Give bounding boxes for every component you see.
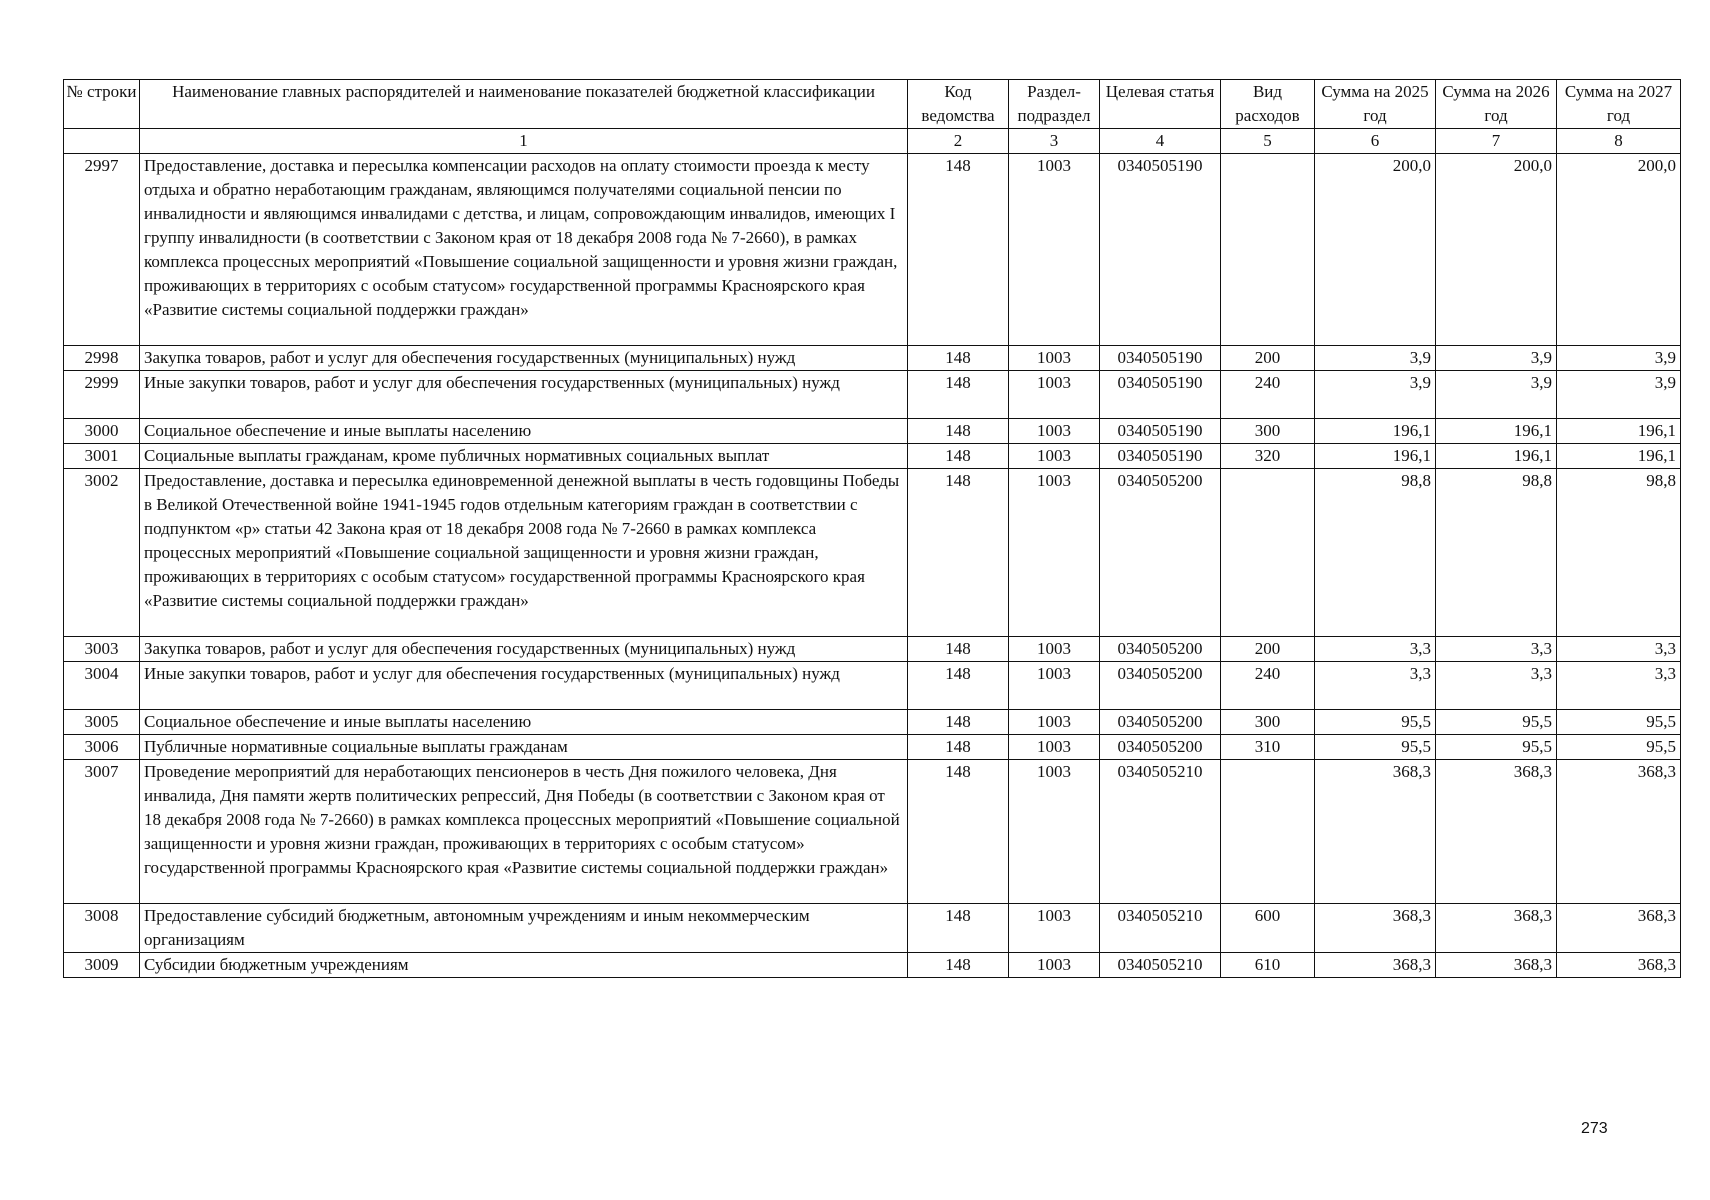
row-number: 3002 (64, 469, 140, 637)
column-number (64, 129, 140, 154)
table-row (64, 419, 1681, 444)
row-dept-code: 148 (908, 760, 1009, 904)
row-dept-code: 148 (908, 637, 1009, 662)
row-section: 1003 (1009, 444, 1100, 469)
table-row (64, 662, 1681, 710)
row-number: 2998 (64, 346, 140, 371)
row-number: 3006 (64, 735, 140, 760)
table-row (64, 904, 1681, 953)
row-expense-type (1221, 154, 1315, 346)
row-sum-2025: 3,3 (1315, 637, 1436, 662)
table-row (64, 735, 1681, 760)
row-expense-type: 300 (1221, 710, 1315, 735)
row-sum-2026: 98,8 (1436, 469, 1557, 637)
row-expense-type: 300 (1221, 419, 1315, 444)
row-expense-type: 610 (1221, 953, 1315, 978)
row-target: 0340505200 (1100, 735, 1221, 760)
row-dept-code: 148 (908, 904, 1009, 953)
row-section: 1003 (1009, 760, 1100, 904)
row-sum-2025: 196,1 (1315, 444, 1436, 469)
table-body (64, 154, 1681, 978)
row-sum-2026: 196,1 (1436, 419, 1557, 444)
row-section: 1003 (1009, 710, 1100, 735)
row-sum-2027: 3,3 (1557, 662, 1681, 710)
row-section: 1003 (1009, 662, 1100, 710)
row-target: 0340505190 (1100, 371, 1221, 419)
row-dept-code: 148 (908, 346, 1009, 371)
row-target: 0340505200 (1100, 469, 1221, 637)
row-section: 1003 (1009, 419, 1100, 444)
row-name: Закупка товаров, работ и услуг для обеспечения государственных (муниципальных) нужд (140, 637, 908, 662)
row-sum-2027: 98,8 (1557, 469, 1681, 637)
header-sum-2026: Сумма на 2026 год (1436, 80, 1557, 129)
row-number: 2999 (64, 371, 140, 419)
row-target: 0340505190 (1100, 444, 1221, 469)
row-sum-2026: 368,3 (1436, 953, 1557, 978)
row-number: 3009 (64, 953, 140, 978)
row-name: Закупка товаров, работ и услуг для обеспечения государственных (муниципальных) нужд (140, 346, 908, 371)
table-row (64, 154, 1681, 346)
row-name: Социальные выплаты гражданам, кроме публичных нормативных социальных выплат (140, 444, 908, 469)
column-number: 1 (140, 129, 908, 154)
row-sum-2027: 95,5 (1557, 710, 1681, 735)
table-row (64, 710, 1681, 735)
column-number: 5 (1221, 129, 1315, 154)
row-sum-2027: 200,0 (1557, 154, 1681, 346)
row-sum-2026: 95,5 (1436, 735, 1557, 760)
row-section: 1003 (1009, 953, 1100, 978)
row-sum-2027: 3,9 (1557, 346, 1681, 371)
row-name: Иные закупки товаров, работ и услуг для обеспечения государственных (муниципальных) нужд (140, 662, 908, 710)
table-row (64, 444, 1681, 469)
row-sum-2027: 368,3 (1557, 953, 1681, 978)
row-expense-type: 310 (1221, 735, 1315, 760)
row-sum-2026: 368,3 (1436, 904, 1557, 953)
row-name: Социальное обеспечение и иные выплаты населению (140, 419, 908, 444)
row-target: 0340505200 (1100, 662, 1221, 710)
row-number: 3007 (64, 760, 140, 904)
column-number: 4 (1100, 129, 1221, 154)
header-name: Наименование главных распорядителей и наименование показателей бюджетной классификации (140, 80, 908, 129)
row-sum-2026: 200,0 (1436, 154, 1557, 346)
row-target: 0340505190 (1100, 419, 1221, 444)
row-name: Предоставление субсидий бюджетным, автономным учреждениям и иным некоммерческим организациям (140, 904, 908, 953)
row-sum-2025: 3,3 (1315, 662, 1436, 710)
row-sum-2027: 196,1 (1557, 419, 1681, 444)
row-name: Иные закупки товаров, работ и услуг для обеспечения государственных (муниципальных) нужд (140, 371, 908, 419)
row-target: 0340505190 (1100, 346, 1221, 371)
row-name: Предоставление, доставка и пересылка компенсации расходов на оплату стоимости проезда к месту отдыха и обратно неработающим гражданам, являющимся получателями социальной пенсии по инвалидности и являющимся инвалидами с детства, и лицам, сопровождающим инвалидов, имеющих I группу инвалидности (в соответствии с Законом края от 18 декабря 2008 года № 7-2660), в рамках комплекса процессных мероприятий «Повышение социальной защищенности и уровня жизни граждан, проживающих в территориях с особым статусом» государственной программы Красноярского края «Развитие системы социальной поддержки граждан» (140, 154, 908, 346)
table-row (64, 469, 1681, 637)
row-number: 3000 (64, 419, 140, 444)
row-sum-2027: 368,3 (1557, 760, 1681, 904)
row-sum-2027: 368,3 (1557, 904, 1681, 953)
row-section: 1003 (1009, 735, 1100, 760)
row-sum-2027: 3,9 (1557, 371, 1681, 419)
row-dept-code: 148 (908, 154, 1009, 346)
table-row (64, 953, 1681, 978)
row-section: 1003 (1009, 904, 1100, 953)
column-number: 3 (1009, 129, 1100, 154)
budget-table (63, 79, 1681, 978)
table-row (64, 760, 1681, 904)
header-section: Раздел-подраздел (1009, 80, 1100, 129)
row-sum-2026: 196,1 (1436, 444, 1557, 469)
header-dept-code: Код ведомства (908, 80, 1009, 129)
row-sum-2025: 95,5 (1315, 710, 1436, 735)
header-target: Целевая статья (1100, 80, 1221, 129)
header-expense-type: Вид расходов (1221, 80, 1315, 129)
row-expense-type: 240 (1221, 371, 1315, 419)
row-target: 0340505200 (1100, 637, 1221, 662)
row-dept-code: 148 (908, 419, 1009, 444)
row-dept-code: 148 (908, 444, 1009, 469)
row-number: 3005 (64, 710, 140, 735)
table-row (64, 637, 1681, 662)
row-expense-type (1221, 469, 1315, 637)
row-section: 1003 (1009, 154, 1100, 346)
row-sum-2027: 3,3 (1557, 637, 1681, 662)
table-row (64, 371, 1681, 419)
row-name: Предоставление, доставка и пересылка единовременной денежной выплаты в честь годовщины Победы в Великой Отечественной войне 1941-1945 годов отдельным категориям граждан в соответствии с подпунктом «р» статьи 42 Закона края от 18 декабря 2008 года № 7-2660 в рамках комплекса процессных мероприятий «Повышение социальной защищенности и уровня жизни граждан, проживающих в территориях с особым статусом» государственной программы Красноярского края «Развитие системы социальной поддержки граждан» (140, 469, 908, 637)
row-name: Социальное обеспечение и иные выплаты населению (140, 710, 908, 735)
table-header (64, 80, 1681, 154)
row-name: Субсидии бюджетным учреждениям (140, 953, 908, 978)
row-sum-2026: 3,3 (1436, 662, 1557, 710)
row-dept-code: 148 (908, 662, 1009, 710)
header-sum-2025: Сумма на 2025 год (1315, 80, 1436, 129)
row-expense-type: 200 (1221, 637, 1315, 662)
row-dept-code: 148 (908, 953, 1009, 978)
row-section: 1003 (1009, 346, 1100, 371)
row-section: 1003 (1009, 469, 1100, 637)
row-sum-2025: 368,3 (1315, 760, 1436, 904)
row-expense-type: 320 (1221, 444, 1315, 469)
row-target: 0340505210 (1100, 953, 1221, 978)
row-sum-2025: 3,9 (1315, 346, 1436, 371)
row-dept-code: 148 (908, 735, 1009, 760)
row-target: 0340505190 (1100, 154, 1221, 346)
header-sum-2027: Сумма на 2027 год (1557, 80, 1681, 129)
row-sum-2027: 196,1 (1557, 444, 1681, 469)
row-number: 3003 (64, 637, 140, 662)
row-sum-2025: 200,0 (1315, 154, 1436, 346)
row-sum-2025: 196,1 (1315, 419, 1436, 444)
column-number: 8 (1557, 129, 1681, 154)
table-row (64, 346, 1681, 371)
row-sum-2025: 98,8 (1315, 469, 1436, 637)
row-sum-2025: 3,9 (1315, 371, 1436, 419)
row-sum-2026: 95,5 (1436, 710, 1557, 735)
row-expense-type: 200 (1221, 346, 1315, 371)
row-section: 1003 (1009, 371, 1100, 419)
row-expense-type: 240 (1221, 662, 1315, 710)
row-expense-type (1221, 760, 1315, 904)
column-number: 7 (1436, 129, 1557, 154)
row-name: Проведение мероприятий для неработающих пенсионеров в честь Дня пожилого человека, Дня инвалида, Дня памяти жертв политических репрессий, Дня Победы (в соответствии с Законом края от 18 декабря 2008 года № 7-2660) в рамках комплекса процессных мероприятий «Повышение социальной защищенности и уровня жизни граждан, проживающих в территориях с особым статусом» государственной программы Красноярского края «Развитие системы социальной поддержки граждан» (140, 760, 908, 904)
row-dept-code: 148 (908, 469, 1009, 637)
row-dept-code: 148 (908, 710, 1009, 735)
row-expense-type: 600 (1221, 904, 1315, 953)
row-number: 3008 (64, 904, 140, 953)
row-name: Публичные нормативные социальные выплаты гражданам (140, 735, 908, 760)
row-sum-2026: 3,9 (1436, 346, 1557, 371)
row-sum-2026: 3,3 (1436, 637, 1557, 662)
row-number: 3001 (64, 444, 140, 469)
row-number: 3004 (64, 662, 140, 710)
page-number: 273 (1581, 1120, 1608, 1137)
header-row-no: № строки (64, 80, 140, 129)
row-target: 0340505210 (1100, 904, 1221, 953)
row-sum-2025: 368,3 (1315, 953, 1436, 978)
row-sum-2025: 368,3 (1315, 904, 1436, 953)
row-sum-2025: 95,5 (1315, 735, 1436, 760)
column-numbers-row (64, 129, 1681, 154)
row-target: 0340505210 (1100, 760, 1221, 904)
row-target: 0340505200 (1100, 710, 1221, 735)
column-number: 2 (908, 129, 1009, 154)
row-section: 1003 (1009, 637, 1100, 662)
row-sum-2026: 3,9 (1436, 371, 1557, 419)
row-dept-code: 148 (908, 371, 1009, 419)
column-number: 6 (1315, 129, 1436, 154)
row-sum-2026: 368,3 (1436, 760, 1557, 904)
row-number: 2997 (64, 154, 140, 346)
row-sum-2027: 95,5 (1557, 735, 1681, 760)
